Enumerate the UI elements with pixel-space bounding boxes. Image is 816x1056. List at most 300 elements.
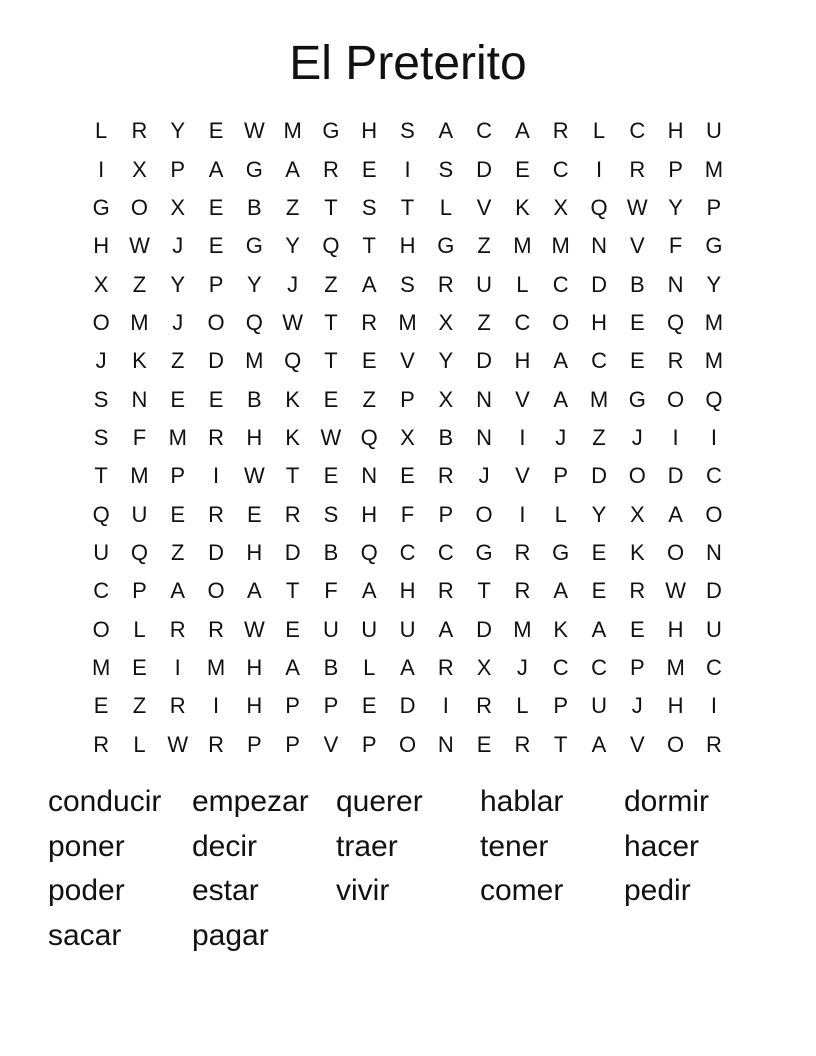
grid-letter: D: [476, 616, 493, 642]
grid-letter: E: [170, 386, 186, 412]
grid-letter: U: [399, 616, 416, 642]
grid-letter: T: [94, 463, 108, 489]
grid-letter: B: [323, 654, 339, 680]
grid-letter: M: [130, 463, 149, 489]
grid-letter: E: [361, 693, 377, 719]
grid-letter: F: [324, 578, 338, 604]
grid-letter: Q: [322, 233, 340, 259]
grid-letter: R: [476, 693, 493, 719]
grid-letter: T: [400, 194, 415, 220]
word-bank-item: dormir: [624, 785, 710, 818]
grid-letter: T: [285, 463, 300, 489]
grid-letter: J: [172, 233, 184, 259]
grid-letter: L: [516, 271, 529, 297]
grid-letter: H: [361, 501, 378, 527]
grid-letter: W: [320, 424, 342, 450]
grid-letter: A: [668, 501, 683, 527]
grid-letter: Y: [706, 271, 722, 297]
grid-letter: Z: [171, 539, 185, 565]
grid-letter: D: [591, 463, 607, 489]
grid-letter: Q: [590, 194, 608, 220]
grid-letter: R: [437, 578, 454, 604]
grid-letter: Y: [170, 271, 186, 297]
grid-letter: S: [93, 424, 109, 450]
grid-letter: O: [667, 539, 685, 565]
grid-letter: H: [667, 616, 684, 642]
grid-letter: F: [668, 233, 683, 259]
grid-letter: A: [285, 654, 300, 680]
grid-letter: A: [591, 731, 607, 757]
grid-letter: E: [629, 616, 645, 642]
grid-letter: E: [323, 386, 339, 412]
grid-letter: K: [515, 194, 530, 220]
grid-letter: Z: [132, 693, 147, 719]
grid-letter: M: [91, 654, 111, 680]
grid-letter: D: [208, 348, 224, 374]
grid-letter: E: [170, 501, 186, 527]
grid-letter: E: [246, 501, 262, 527]
grid-letter: D: [284, 539, 301, 565]
grid-letter: Z: [362, 386, 376, 412]
grid-letter: W: [243, 118, 265, 144]
word-bank-item: empezar: [192, 785, 309, 818]
grid-letter: I: [174, 654, 181, 680]
grid-letter: R: [208, 424, 224, 450]
grid-letter: X: [400, 424, 415, 450]
grid-letter: Y: [591, 501, 607, 527]
grid-letter: H: [514, 348, 531, 374]
grid-letter: Q: [360, 424, 378, 450]
grid-letter: E: [132, 654, 147, 680]
grid-letter: D: [591, 271, 607, 297]
grid-letter: M: [206, 654, 226, 680]
grid-letter: H: [361, 118, 378, 144]
grid-letter: O: [398, 731, 417, 757]
grid-letter: Y: [438, 348, 454, 374]
grid-letter: H: [667, 118, 684, 144]
grid-letter: M: [130, 309, 149, 335]
grid-letter: O: [667, 386, 685, 412]
grid-letter: V: [476, 194, 492, 220]
grid-letter: I: [442, 693, 449, 719]
grid-letter: E: [361, 156, 377, 182]
grid-letter: N: [705, 539, 722, 565]
grid-letter: W: [626, 194, 648, 220]
grid-letter: Y: [170, 118, 186, 144]
grid-letter: M: [704, 309, 724, 335]
grid-letter: C: [476, 118, 493, 144]
grid-letter: J: [631, 424, 643, 450]
grid-letter: Z: [592, 424, 606, 450]
grid-letter: L: [592, 118, 606, 144]
grid-letter: L: [363, 654, 376, 680]
grid-letter: T: [553, 731, 568, 757]
grid-letter: V: [400, 348, 415, 374]
grid-letter: O: [92, 616, 110, 642]
grid-letter: Z: [477, 233, 491, 259]
word-bank-item: sacar: [48, 918, 122, 952]
grid-letter: R: [322, 156, 339, 182]
grid-letter: Q: [92, 501, 110, 527]
grid-letter: P: [323, 693, 339, 719]
grid-letter: G: [322, 118, 340, 144]
word-bank-item: querer: [336, 785, 423, 818]
word-bank-item: pedir: [624, 874, 691, 907]
grid-letter: G: [245, 156, 263, 182]
grid-letter: G: [628, 386, 646, 412]
grid-letter: N: [667, 271, 684, 297]
grid-letter: O: [207, 309, 225, 335]
grid-letter: R: [437, 654, 454, 680]
grid-letter: S: [438, 156, 454, 182]
grid-letter: A: [515, 118, 530, 144]
grid-letter: B: [323, 539, 339, 565]
grid-letter: V: [323, 731, 339, 757]
grid-letter: N: [476, 424, 493, 450]
grid-letter: C: [552, 654, 569, 680]
grid-letter: X: [170, 194, 186, 220]
grid-letter: F: [400, 501, 415, 527]
grid-letter: I: [710, 424, 717, 450]
grid-letter: X: [476, 654, 492, 680]
grid-letter: A: [170, 578, 186, 604]
grid-letter: O: [130, 194, 148, 220]
grid-letter: B: [246, 194, 262, 220]
grid-letter: R: [208, 501, 224, 527]
grid-letter: Q: [360, 539, 378, 565]
grid-letter: K: [285, 424, 300, 450]
grid-letter: A: [400, 654, 415, 680]
grid-letter: G: [92, 194, 110, 220]
grid-letter: P: [553, 463, 569, 489]
grid-letter: E: [285, 616, 300, 642]
grid-letter: T: [362, 233, 376, 259]
grid-letter: L: [133, 616, 146, 642]
grid-letter: D: [476, 348, 493, 374]
grid-letter: E: [93, 693, 109, 719]
grid-letter: E: [629, 348, 645, 374]
grid-letter: E: [591, 578, 607, 604]
grid-letter: M: [513, 233, 532, 259]
grid-letter: V: [515, 386, 530, 412]
grid-letter: G: [705, 233, 723, 259]
grid-letter: A: [361, 578, 377, 604]
grid-letter: W: [243, 616, 265, 642]
grid-letter: H: [667, 693, 684, 719]
grid-letter: I: [519, 501, 526, 527]
grid-letter: Z: [324, 271, 338, 297]
grid-letter: R: [514, 539, 531, 565]
grid-letter: D: [208, 539, 224, 565]
grid-letter: C: [552, 156, 569, 182]
grid-letter: X: [132, 156, 147, 182]
grid-letter: X: [438, 309, 454, 335]
word-search-grid: [82, 112, 733, 764]
grid-letter: P: [132, 578, 147, 604]
grid-letter: B: [246, 386, 262, 412]
grid-letter: Z: [285, 194, 300, 220]
grid-letter: D: [399, 693, 416, 719]
grid-letter: N: [476, 386, 493, 412]
grid-letter: E: [515, 156, 530, 182]
word-bank-item: hacer: [624, 829, 700, 863]
grid-letter: S: [323, 501, 339, 527]
grid-letter: J: [95, 348, 107, 374]
grid-letter: U: [93, 539, 110, 565]
grid-letter: H: [93, 233, 110, 259]
grid-letter: N: [591, 233, 607, 259]
grid-letter: A: [553, 386, 569, 412]
grid-letter: D: [667, 463, 684, 489]
grid-letter: O: [475, 501, 493, 527]
grid-letter: T: [477, 578, 491, 604]
grid-letter: X: [93, 271, 109, 297]
grid-letter: I: [212, 693, 220, 719]
grid-letter: L: [95, 118, 108, 144]
grid-letter: G: [437, 233, 455, 259]
grid-letter: H: [246, 539, 263, 565]
word-bank-item: traer: [336, 829, 398, 863]
grid-letter: L: [133, 731, 146, 757]
grid-letter: J: [287, 271, 299, 297]
grid-letter: P: [706, 194, 722, 220]
grid-letter: J: [555, 424, 567, 450]
grid-letter: R: [284, 501, 301, 527]
grid-letter: H: [246, 424, 263, 450]
word-bank-item: decir: [192, 829, 258, 863]
grid-letter: R: [208, 616, 224, 642]
grid-letter: H: [246, 654, 263, 680]
grid-letter: O: [552, 309, 570, 335]
grid-letter: R: [208, 731, 224, 757]
grid-letter: X: [553, 194, 569, 220]
grid-letter: C: [552, 271, 569, 297]
grid-letter: M: [245, 348, 264, 374]
grid-letter: S: [93, 386, 109, 412]
grid-letter: P: [553, 693, 569, 719]
grid-letter: R: [93, 731, 110, 757]
grid-letter: L: [439, 194, 452, 220]
grid-letter: R: [437, 463, 454, 489]
grid-letter: M: [168, 424, 187, 450]
grid-letter: M: [589, 386, 609, 412]
word-bank-item: comer: [480, 874, 564, 907]
grid-letter: C: [705, 463, 722, 489]
grid-letter: N: [437, 731, 454, 757]
grid-letter: R: [629, 156, 646, 182]
grid-letter: N: [131, 386, 148, 412]
grid-letter: A: [438, 118, 454, 144]
grid-letter: P: [170, 156, 186, 182]
grid-letter: R: [131, 118, 148, 144]
grid-letter: G: [245, 233, 263, 259]
grid-letter: P: [629, 654, 645, 680]
grid-letter: O: [92, 309, 110, 335]
grid-letter: J: [516, 654, 528, 680]
grid-letter: S: [400, 118, 415, 144]
grid-letter: R: [514, 731, 531, 757]
grid-letter: T: [324, 309, 338, 335]
grid-letter: G: [552, 539, 570, 565]
word-bank-item: poder: [48, 874, 125, 907]
grid-letter: R: [437, 271, 454, 297]
grid-letter: U: [705, 118, 722, 144]
grid-letter: A: [246, 578, 262, 604]
grid-letter: A: [553, 578, 569, 604]
grid-letter: P: [246, 731, 262, 757]
grid-letter: C: [591, 348, 607, 374]
grid-letter: E: [208, 118, 224, 144]
grid-letter: E: [629, 309, 645, 335]
grid-letter: H: [399, 578, 416, 604]
grid-letter: J: [478, 463, 490, 489]
grid-letter: E: [208, 194, 224, 220]
grid-letter: R: [705, 731, 722, 757]
grid-letter: Q: [284, 348, 302, 374]
grid-letter: S: [400, 271, 415, 297]
grid-letter: H: [399, 233, 416, 259]
grid-letter: Y: [246, 271, 262, 297]
grid-letter: T: [324, 348, 338, 374]
grid-letter: Q: [130, 539, 148, 565]
grid-letter: L: [554, 501, 567, 527]
grid-letter: P: [208, 271, 224, 297]
grid-letter: P: [170, 463, 186, 489]
grid-letter: K: [553, 616, 569, 642]
grid-letter: M: [551, 233, 570, 259]
grid-letter: Q: [245, 309, 263, 335]
grid-letter: C: [437, 539, 454, 565]
grid-letter: P: [400, 386, 415, 412]
grid-letter: K: [629, 539, 645, 565]
grid-letter: R: [169, 693, 186, 719]
grid-letter: X: [438, 386, 454, 412]
grid-letter: C: [629, 118, 646, 144]
grid-letter: I: [404, 156, 411, 182]
grid-letter: G: [475, 539, 493, 565]
grid-letter: A: [208, 156, 224, 182]
grid-letter: C: [93, 578, 110, 604]
grid-letter: U: [591, 693, 607, 719]
grid-letter: K: [285, 386, 300, 412]
grid-letter: B: [629, 271, 645, 297]
grid-letter: J: [172, 309, 184, 335]
grid-letter: V: [629, 731, 645, 757]
grid-letter: U: [361, 616, 378, 642]
grid-letter: M: [283, 118, 302, 144]
grid-letter: O: [628, 463, 646, 489]
grid-letter: Q: [667, 309, 685, 335]
grid-letter: M: [666, 654, 685, 680]
grid-letter: C: [399, 539, 416, 565]
grid-letter: R: [667, 348, 684, 374]
grid-letter: H: [246, 693, 263, 719]
grid-letter: M: [513, 616, 532, 642]
grid-letter: B: [438, 424, 454, 450]
grid-letter: Z: [477, 309, 491, 335]
grid-letter: R: [552, 118, 569, 144]
grid-letter: I: [98, 156, 105, 182]
grid-letter: W: [167, 731, 189, 757]
grid-letter: O: [705, 501, 723, 527]
grid-letter: Z: [132, 271, 147, 297]
grid-letter: L: [516, 693, 529, 719]
grid-letter: U: [476, 271, 493, 297]
word-bank-item: estar: [192, 874, 259, 907]
grid-letter: F: [132, 424, 147, 450]
grid-letter: W: [243, 463, 265, 489]
word-bank-item: vivir: [336, 874, 390, 907]
grid-letter: V: [515, 463, 530, 489]
grid-letter: K: [132, 348, 147, 374]
grid-letter: R: [629, 578, 646, 604]
word-bank: [48, 780, 768, 958]
grid-letter: V: [629, 233, 645, 259]
grid-letter: P: [361, 731, 377, 757]
grid-letter: A: [438, 616, 454, 642]
grid-letter: N: [361, 463, 378, 489]
grid-letter: Y: [668, 194, 683, 220]
word-bank-item: hablar: [480, 785, 564, 818]
grid-letter: T: [324, 194, 338, 220]
grid-letter: E: [476, 731, 492, 757]
grid-letter: Q: [705, 386, 723, 412]
word-bank-item: poner: [48, 829, 125, 863]
grid-letter: E: [361, 348, 377, 374]
grid-letter: P: [285, 693, 300, 719]
grid-letter: S: [361, 194, 377, 220]
grid-letter: M: [704, 156, 724, 182]
grid-letter: Y: [285, 233, 300, 259]
grid-letter: W: [129, 233, 150, 259]
grid-letter: E: [400, 463, 415, 489]
word-bank-item: pagar: [192, 918, 269, 952]
grid-letter: A: [361, 271, 377, 297]
grid-letter: O: [667, 731, 685, 757]
grid-letter: A: [591, 616, 607, 642]
grid-letter: J: [631, 693, 643, 719]
grid-letter: P: [438, 501, 454, 527]
grid-letter: I: [672, 424, 679, 450]
grid-letter: M: [704, 348, 724, 374]
grid-letter: T: [285, 578, 300, 604]
grid-letter: I: [710, 693, 717, 719]
grid-letter: I: [212, 463, 220, 489]
grid-letter: R: [361, 309, 378, 335]
grid-letter: R: [169, 616, 186, 642]
grid-letter: O: [207, 578, 225, 604]
grid-letter: C: [591, 654, 607, 680]
grid-letter: W: [282, 309, 304, 335]
grid-letter: R: [514, 578, 531, 604]
grid-letter: P: [668, 156, 683, 182]
grid-letter: W: [665, 578, 686, 604]
grid-letter: E: [208, 233, 224, 259]
grid-letter: H: [591, 309, 607, 335]
grid-letter: E: [591, 539, 607, 565]
grid-letter: P: [285, 731, 300, 757]
grid-letter: D: [476, 156, 493, 182]
grid-letter: U: [131, 501, 148, 527]
word-bank-item: conducir: [48, 785, 162, 818]
grid-letter: C: [514, 309, 531, 335]
grid-letter: Z: [171, 348, 185, 374]
grid-letter: D: [705, 578, 722, 604]
grid-letter: E: [323, 463, 339, 489]
page-title: El Preterito: [289, 37, 527, 90]
grid-letter: U: [705, 616, 722, 642]
grid-letter: A: [553, 348, 569, 374]
